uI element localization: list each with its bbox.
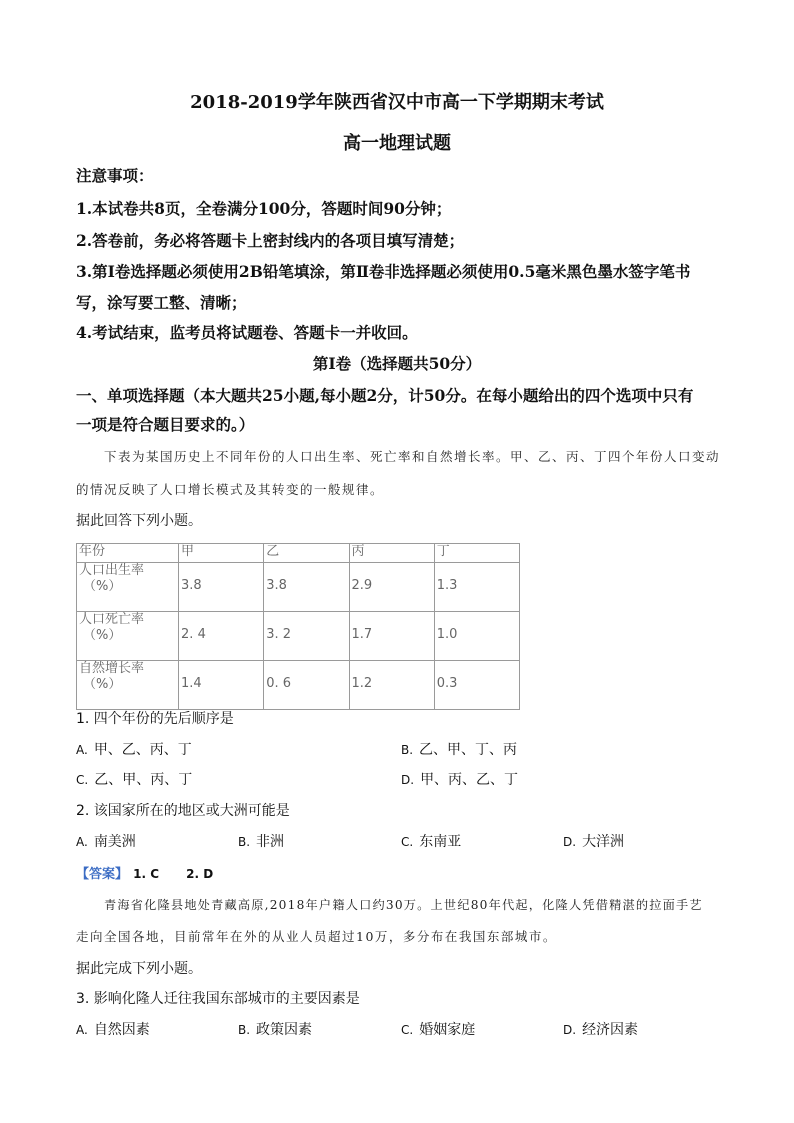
row-label	[77, 661, 179, 710]
table-cell: 0.3	[434, 661, 519, 710]
notice-item-2: 2.答卷前，务必将答题卡上密封线内的各项目填写清楚；	[76, 231, 465, 250]
option-text: 甲、乙、丙、丁	[93, 742, 192, 758]
group1-prompt: 据此回答下列小题。	[76, 513, 202, 529]
table-cell: 1.2	[349, 661, 434, 710]
table-cell: 1.3	[434, 563, 519, 612]
option-label: D.	[401, 773, 415, 787]
row-label-unit: （%）	[83, 677, 122, 692]
q3-option-d[interactable]	[563, 1019, 638, 1039]
option-text: 乙、甲、丁、丙	[419, 742, 518, 758]
table-header-cell: 丙	[349, 544, 434, 563]
question-3-stem: 3. 影响化隆人迁往我国东部城市的主要因素是	[76, 991, 360, 1007]
table-header-cell: 年份	[77, 544, 179, 563]
table-cell: 3. 2	[264, 612, 349, 661]
option-label: B.	[238, 1023, 251, 1037]
row-label-unit: （%）	[83, 579, 122, 594]
group2-prompt: 据此完成下列小题。	[76, 961, 202, 977]
q2-option-d[interactable]	[563, 831, 624, 851]
table-cell: 1.4	[179, 661, 264, 710]
notice-heading: 注意事项：	[76, 166, 154, 185]
question-1-stem: 1. 四个年份的先后顺序是	[76, 711, 234, 727]
option-text: 大洋洲	[582, 834, 625, 850]
option-label: B.	[401, 743, 414, 757]
answer-tag: 【答案】	[76, 867, 129, 882]
table-header-cell: 甲	[179, 544, 264, 563]
document-subtitle: 高一地理试题	[343, 133, 451, 154]
table-cell: 0. 6	[264, 661, 349, 710]
q2-option-b[interactable]	[238, 831, 284, 851]
option-text: 甲、丙、乙、丁	[420, 772, 519, 788]
table-header-row	[77, 544, 520, 563]
option-text: 乙、甲、丙、丁	[94, 772, 193, 788]
answer-2: 2. D	[186, 867, 214, 881]
table-cell: 1.7	[349, 612, 434, 661]
section-heading-line-2: 一项是符合题目要求的。）	[76, 415, 255, 434]
row-label-text: 人口出生率	[79, 563, 145, 578]
table-row	[77, 612, 520, 661]
question-2-stem: 2. 该国家所在的地区或大洲可能是	[76, 803, 290, 819]
row-label	[77, 612, 179, 661]
group1-intro-line-2: 的情况反映了人口增长模式及其转变的一般规律。	[76, 482, 385, 497]
answer-line	[76, 863, 213, 882]
option-text: 政策因素	[256, 1022, 313, 1038]
answer-1: 1. C	[133, 867, 160, 881]
row-label	[77, 563, 179, 612]
q1-option-b[interactable]	[401, 739, 517, 759]
document-title: 2018-2019学年陕西省汉中市高一下学期期末考试	[190, 92, 604, 113]
section-title: 第Ⅰ卷（选择题共50分）	[312, 354, 482, 373]
q2-option-c[interactable]	[401, 831, 461, 851]
table-row	[77, 563, 520, 612]
q2-option-a[interactable]	[76, 831, 136, 851]
q1-option-a[interactable]	[76, 739, 192, 759]
option-label: C.	[76, 773, 89, 787]
row-label-unit: （%）	[83, 628, 122, 643]
option-label: D.	[563, 835, 577, 849]
q3-option-c[interactable]	[401, 1019, 475, 1039]
table-cell: 3.8	[264, 563, 349, 612]
option-label: C.	[401, 835, 414, 849]
population-table	[76, 543, 520, 710]
table-cell: 3.8	[179, 563, 264, 612]
option-text: 自然因素	[93, 1022, 150, 1038]
option-label: B.	[238, 835, 251, 849]
q3-option-b[interactable]	[238, 1019, 312, 1039]
notice-item-3-cont: 写，涂写要工整、清晰；	[76, 293, 247, 312]
notice-item-1: 1.本试卷共8页，全卷满分100分，答题时间90分钟；	[76, 199, 452, 218]
q1-option-d[interactable]	[401, 769, 518, 789]
option-label: A.	[76, 1023, 88, 1037]
section-heading-line-1: 一、单项选择题（本大题共25小题,每小题2分，计50分。在每小题给出的四个选项中只有	[76, 386, 694, 405]
row-label-text: 人口死亡率	[79, 612, 145, 627]
row-label-text: 自然增长率	[79, 661, 145, 676]
table-cell: 2. 4	[179, 612, 264, 661]
option-text: 经济因素	[582, 1022, 639, 1038]
group2-intro-line-2: 走向全国各地，目前常年在外的从业人员超过10万，多分布在我国东部城市。	[76, 929, 557, 944]
group1-intro-line-1: 下表为某国历史上不同年份的人口出生率、死亡率和自然增长率。甲、乙、丙、丁四个年份人口变动	[104, 449, 721, 464]
option-text: 南美洲	[93, 834, 136, 850]
table-header-cell: 乙	[264, 544, 349, 563]
option-label: A.	[76, 743, 88, 757]
q3-option-a[interactable]	[76, 1019, 150, 1039]
table-header-cell: 丁	[434, 544, 519, 563]
option-label: D.	[563, 1023, 577, 1037]
option-text: 非洲	[256, 834, 285, 850]
notice-item-4: 4.考试结束，监考员将试题卷、答题卡一并收回。	[76, 323, 418, 342]
table-cell: 2.9	[349, 563, 434, 612]
option-label: A.	[76, 835, 88, 849]
table-row	[77, 661, 520, 710]
group2-intro-line-1: 青海省化隆县地处青藏高原,2018年户籍人口约30万。上世纪80年代起，化隆人凭借精湛的拉面手艺	[104, 898, 703, 912]
option-label: C.	[401, 1023, 414, 1037]
option-text: 婚姻家庭	[419, 1022, 476, 1038]
notice-item-3: 3.第Ⅰ卷选择题必须使用2B铅笔填涂，第Ⅱ卷非选择题必须使用0.5毫米黑色墨水签字笔书	[76, 262, 691, 281]
q1-option-c[interactable]	[76, 769, 192, 789]
option-text: 东南亚	[419, 834, 462, 850]
table-cell: 1.0	[434, 612, 519, 661]
